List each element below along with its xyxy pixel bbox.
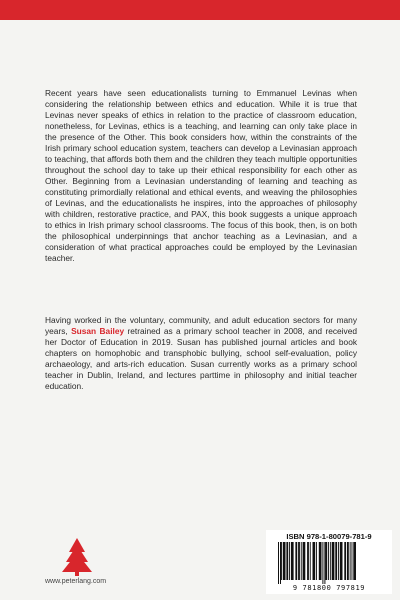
book-blurb: Recent years have seen educationalists turning to Emmanuel Levinas when considering the relationship between ethics and education. While it is true that Levinas never speaks of ethics in relation to the practice of classroom education, nonetheless, for Levinas, ethics is a teaching, and learning can only take place in the presence of the Other. This book considers how, within the constraints of the Irish primary school education system, teachers can develop a Levinasian approach to teaching, that affords both them and the children they teach multiple opportunities throughout the school day to take up their ethical responsibility for each other as Other. Beginning from a Levinasian understanding of learning and teaching as constituting primordially relational and ethical events, and weaving the philosophies of Levinas, and the educationalists he inspires, into the approaches of philosophy with children, restorative practice, and PAX, this book suggests a unique approach to ethics in Irish primary school classrooms. The focus of this book, then, is on both the philosophical underpinnings that anchor teaching as a Levinasian, and a consideration of what practical approaches could be employed by the Levinasian teacher. [45,88,357,263]
cover-top-band [0,0,400,20]
peter-lang-logo-icon [60,536,94,576]
barcode-digits: 9 781800 797819 [292,584,366,592]
isbn-label: ISBN 978-1-80079-781-9 [286,532,372,541]
author-name: Susan Bailey [71,326,125,336]
author-bio-prefix: Having worked in the voluntary, community, and adult education sectors for many years, [45,315,357,336]
publisher-url[interactable]: www.peterlang.com [45,578,107,585]
isbn-block [266,530,392,594]
author-bio [45,315,357,392]
author-bio-suffix: retrained as a primary school teacher in 2008, and received her Doctor of Education in 2019. Susan has published journal articles and book chapters on homophobic and transphobic bullying, school self-evaluation, policy archaeology, and arts-rich education. Susan currently works as a primary school teacher in Dublin, Ireland, and lectures parttime in philosophy and initial teacher education. [45,326,357,391]
barcode-icon [276,542,386,584]
